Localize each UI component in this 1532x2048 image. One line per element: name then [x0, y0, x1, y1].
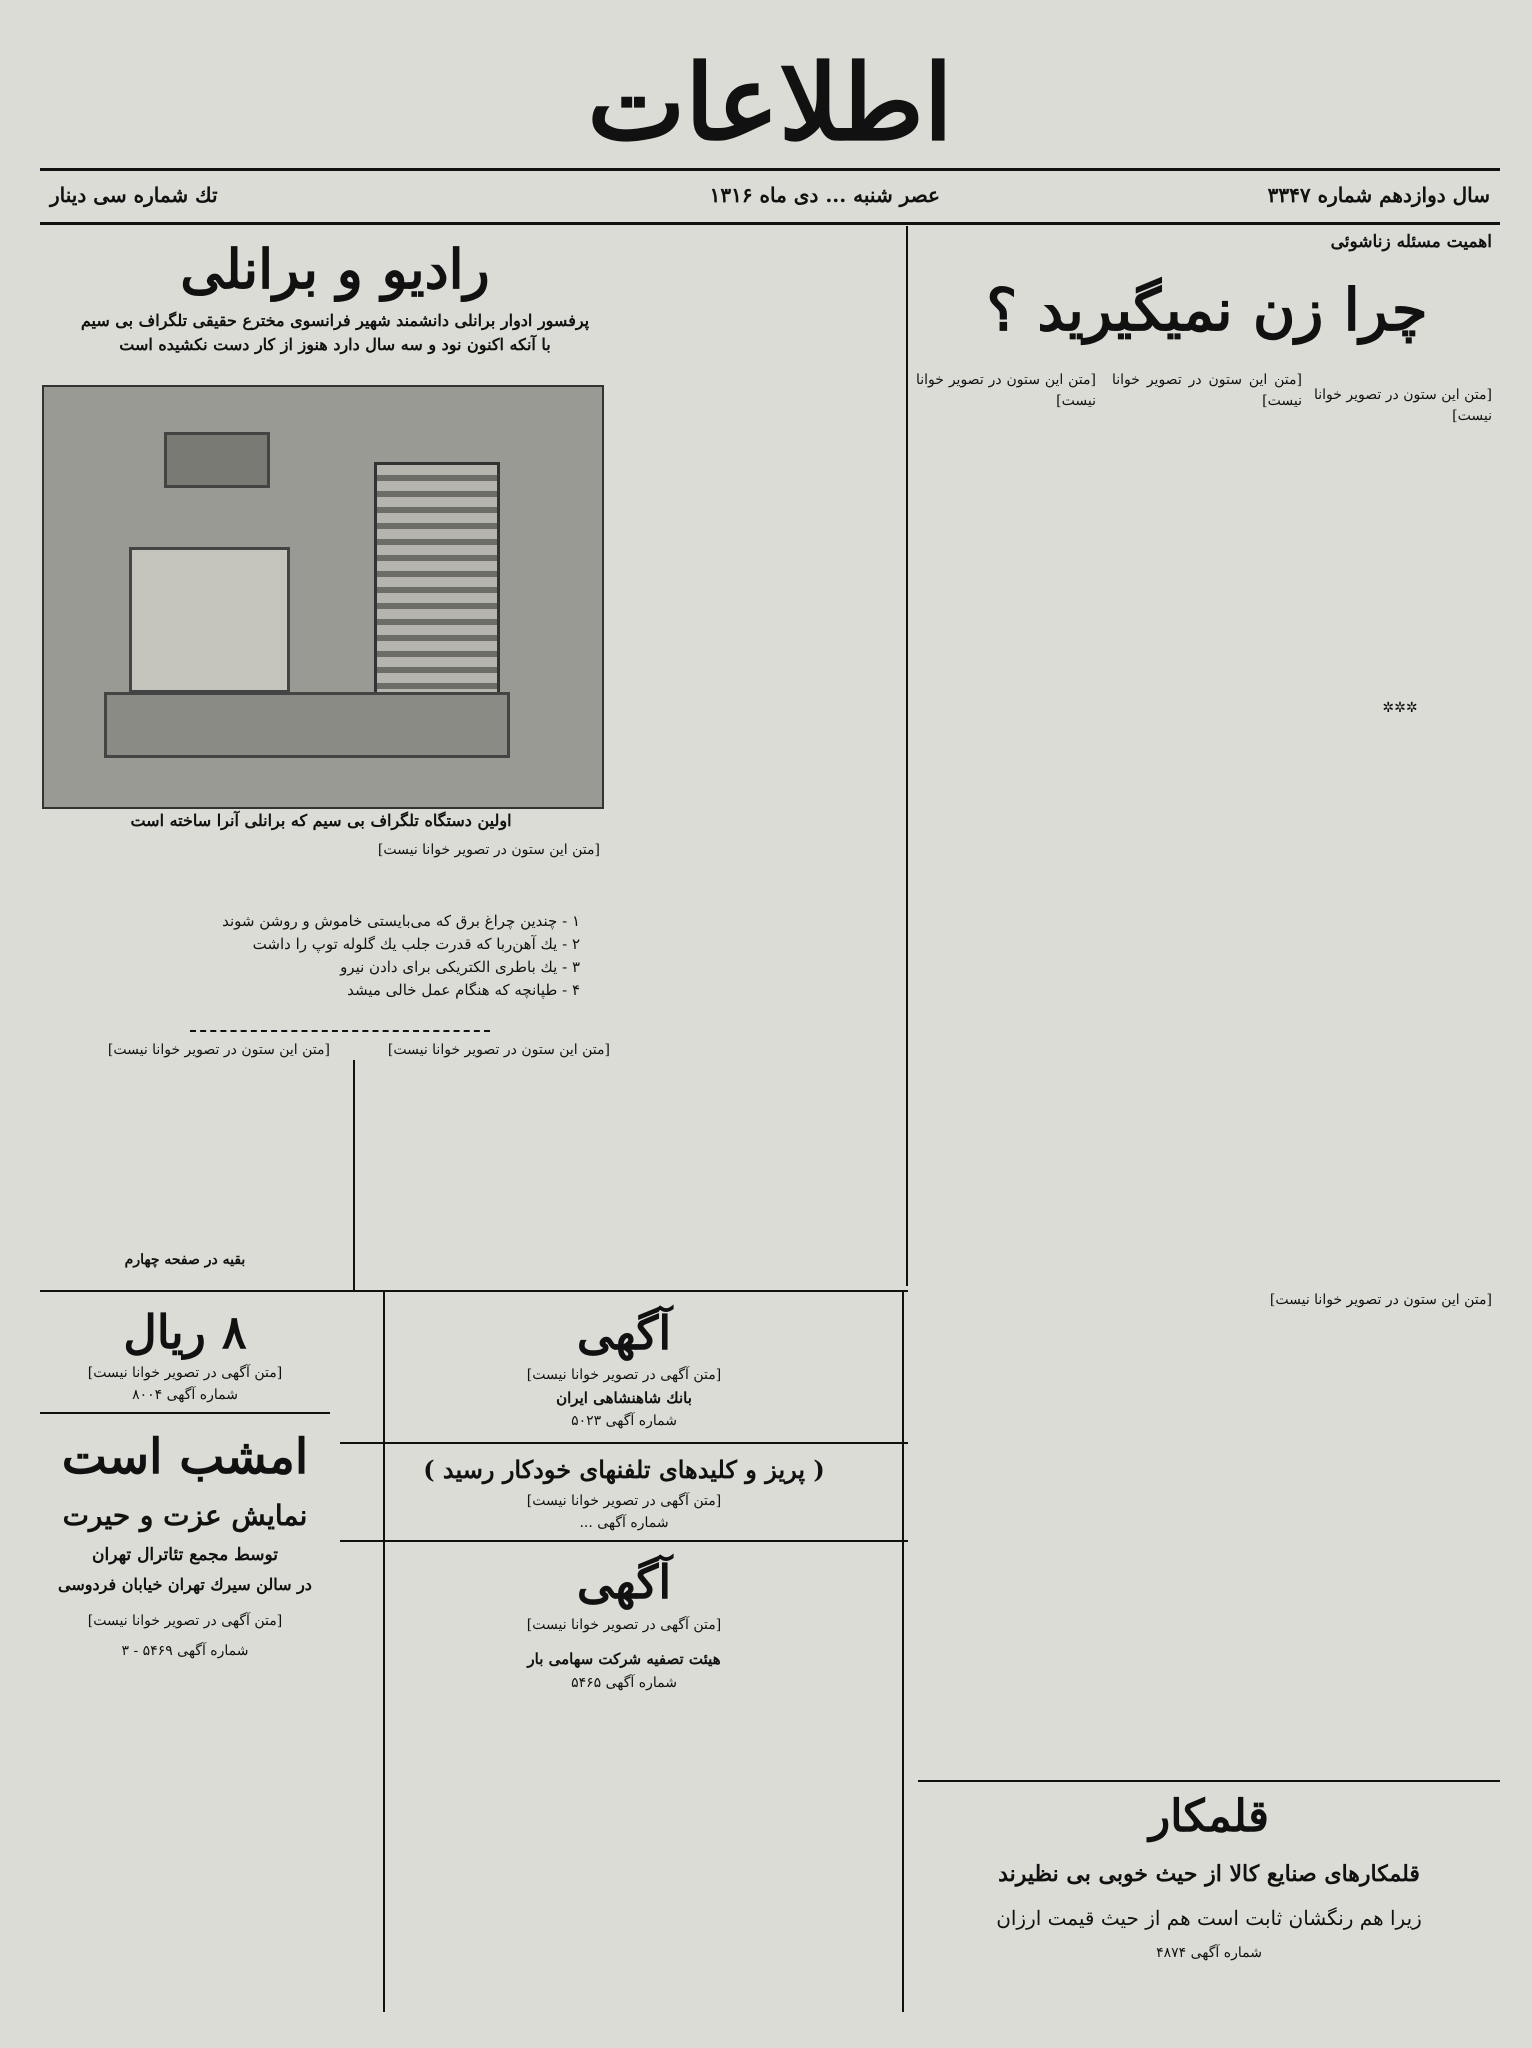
qalamkar-line-1: قلمکارهای صنایع کالا از حیث خوبی بی نظیرند — [998, 1861, 1420, 1887]
masthead-rule — [40, 168, 1500, 171]
apparatus-rack — [374, 462, 500, 708]
radio-column-left: [متن این ستون در تصویر خوانا نیست] — [107, 1042, 330, 1058]
show-ad-headline: امشب است — [61, 1429, 309, 1485]
notice-2-issuer: هیئت تصفیه شرکت سهامی بار — [527, 1650, 721, 1668]
list-item: ۴ - طپانچه که هنگام عمل خالی میشد — [347, 981, 580, 999]
list-item: ۳ - یك باطری الکتریکی برای دادن نیرو — [340, 958, 580, 976]
apparatus-coil — [164, 432, 270, 488]
column-divider — [906, 226, 908, 1286]
show-ad-body: [متن آگهی در تصویر خوانا نیست] — [87, 1613, 283, 1629]
marriage-column-1: [متن این ستون در تصویر خوانا نیست] — [1314, 387, 1492, 424]
marriage-column-5: [متن این ستون در تصویر خوانا نیست] — [1269, 1292, 1492, 1308]
radio-apparatus-photo — [42, 385, 604, 809]
masthead — [40, 40, 1500, 165]
section-rule — [40, 1290, 908, 1292]
radio-column-mid: [متن این ستون در تصویر خوانا نیست] — [387, 1042, 610, 1058]
show-ad-venue: توسط مجمع تئاترال تهران — [92, 1545, 278, 1565]
show-ad — [40, 1422, 330, 2012]
radio-intro: [متن این ستون در تصویر خوانا نیست] — [377, 842, 600, 858]
phone-ad-body: [متن آگهی در تصویر خوانا نیست] — [526, 1493, 722, 1509]
photo-caption: اولین دستگاه تلگراف بی سیم که برانلی آنرا ساخته است — [130, 811, 512, 830]
show-ad-title: نمایش عزت و حیرت — [62, 1499, 308, 1532]
issue-date: عصر شنبه ... دی ماه ۱۳۱۶ — [709, 183, 940, 207]
apparatus-table — [104, 692, 510, 758]
marriage-column-2: [متن این ستون در تصویر خوانا نیست] — [1112, 372, 1302, 409]
marriage-column-4: [متن این ستون در تصویر خوانا نیست] — [916, 372, 1096, 409]
price-ad-headline: ۸ ریال — [123, 1305, 247, 1359]
kicker: اهمیت مسئله زناشوئی — [1330, 232, 1492, 252]
notice-1-ref: شماره آگهی ۵۰۲۳ — [571, 1413, 677, 1429]
dateline — [40, 175, 1500, 219]
qalamkar-ref: شماره آگهی ۴۸۷۴ — [1156, 1945, 1262, 1961]
notice-2-body: [متن آگهی در تصویر خوانا نیست] — [526, 1617, 722, 1633]
price-ad-body: [متن آگهی در تصویر خوانا نیست] — [87, 1365, 283, 1381]
radio-headline: رادیو و برانلی — [180, 237, 490, 301]
phone-ad-headline: ( پریز و کلیدهای تلفنهای خودکار رسید ) — [423, 1455, 825, 1484]
list-item: ۲ - یك آهن‌ربا که قدرت جلب یك گلوله توپ را داشت — [252, 935, 580, 953]
section-stars: ✲✲✲ — [1382, 700, 1418, 716]
notice-ad-2 — [340, 1550, 908, 2010]
phone-ad-ref: شماره آگهی ... — [579, 1515, 669, 1531]
qalamkar-headline: قلمکار — [1149, 1791, 1269, 1842]
radio-subhead-2: با آنکه اکنون نود و سه سال دارد هنوز از کار دست نکشیده است — [119, 335, 551, 354]
notice-1-headline: آگهی — [576, 1306, 672, 1360]
notice-ad-1 — [340, 1302, 908, 1444]
phone-ad — [340, 1450, 908, 1542]
show-ad-address: در سالن سیرك تهران خیابان فردوسی — [58, 1575, 312, 1594]
issue-number: سال دوازدهم شماره ۳۳۴۷ — [1267, 183, 1490, 207]
marriage-headline: چرا زن نمیگیرید ؟ — [986, 276, 1428, 344]
apparatus-list — [80, 910, 580, 1020]
apparatus-frame — [129, 547, 290, 693]
list-item: ۱ - چندین چراغ برق که می‌بایستی خاموش و روشن شوند — [222, 912, 580, 930]
qalamkar-ad — [918, 1780, 1500, 2012]
notice-1-issuer: بانك شاهنشاهی ایران — [556, 1389, 692, 1407]
newspaper-page — [40, 40, 1500, 2020]
radio-subhead-1: پرفسور ادوار برانلی دانشمند شهیر فرانسوی مخترع حقیقی تلگراف بی سیم — [80, 311, 590, 330]
price-ad-ref: شماره آگهی ۸۰۰۴ — [132, 1387, 238, 1403]
notice-1-body: [متن آگهی در تصویر خوانا نیست] — [526, 1367, 722, 1383]
continued-note: بقیه در صفحه چهارم — [124, 1252, 246, 1268]
list-rule — [190, 1030, 490, 1032]
notice-2-ref: شماره آگهی ۵۴۶۵ — [571, 1675, 677, 1691]
issue-price: تك شماره سی دینار — [50, 183, 218, 207]
newspaper-title: اطلاعات — [587, 41, 953, 164]
dateline-rule — [40, 222, 1500, 225]
qalamkar-line-2: زیرا هم رنگشان ثابت است هم از حیث قیمت ارزان — [996, 1906, 1422, 1930]
notice-2-headline: آگهی — [576, 1555, 672, 1609]
price-ad — [40, 1302, 330, 1414]
show-ad-ref: شماره آگهی ۵۴۶۹ - ۳ — [121, 1643, 249, 1659]
